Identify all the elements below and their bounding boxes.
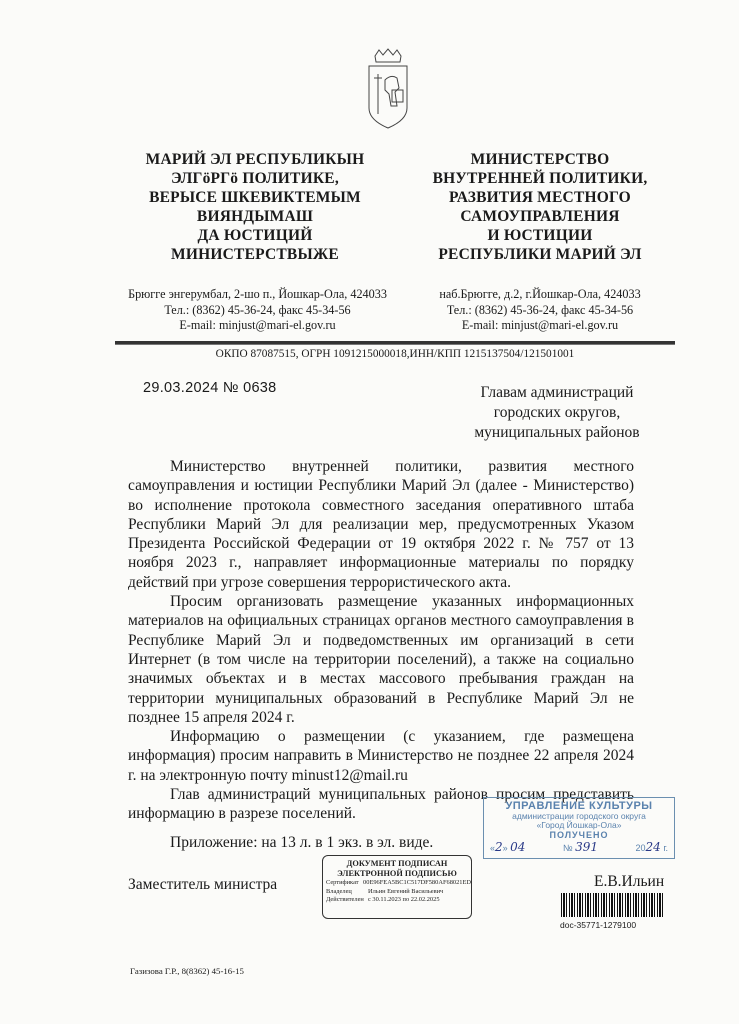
executor-contact: Газизова Г.Р., 8(8362) 45-16-15 (130, 966, 244, 976)
address-line: наб.Брюгге, д.2, г.Йошкар-Ола, 424033 (439, 287, 641, 301)
stamp-number-label: № (562, 843, 573, 853)
esig-key: Действителен (326, 896, 364, 903)
electronic-signature-stamp (322, 855, 472, 919)
stamp-year: 24 (645, 840, 661, 854)
signer-position: Заместитель министра (128, 876, 278, 893)
header-line: ВЕРЫСЕ ШКЕВИКТЕМЫМ (149, 189, 361, 206)
organization-requisites: ОКПО 87087515, ОГРН 1091215000018,ИНН/КПП 1215137504/121501001 (215, 348, 575, 360)
body-paragraph: Министерство внутренней политики, развития местного самоуправления и юстиции Республики Марий Эл (далее - Министерство) во исполнение протокола совместного заседания оперативного штаба Республики Марий Эл для реализации мер, предусмотренных Указом Президента Российской Федерации от 19 октября 2022 г. № 757 от 13 ноября 2023 г., направляет информационные материалы по порядку действий при угрозе совершения террористического акта. (128, 458, 634, 591)
esig-key: Владелец (326, 887, 352, 895)
esig-owner-row (323, 888, 471, 897)
body-paragraph: Просим организовать размещение указанных информационных материалов на официальных страницах органов местного самоуправления в Республике Марий Эл и подведомственных им организаций в сети Интернет (в том числе на территории поселений), а также на социально значимых объектах и в местах массового пребывания граждан на территории муниципальных образований в Республике Марий Эл не позднее 15 апреля 2024 г. (128, 593, 634, 726)
body-paragraph: Информацию о размещении (с указанием, где размещена информация) просим направить в Министерство не позднее 22 апреля 2024 г. на электронную почту minust12@mail.ru (128, 728, 634, 784)
address-mari (125, 287, 390, 334)
esig-value: Ильин Евгений Васильевич (368, 887, 444, 895)
header-line: ВИЯНДЫМАШ (196, 208, 314, 225)
header-line: И ЮСТИЦИИ (487, 227, 593, 244)
stamp-administration: администрации городского округа (512, 811, 646, 821)
address-line: Брюгге энгерумбал, 2-шо п., Йошкар-Ола, 424033 (128, 287, 387, 301)
address-russian (405, 287, 675, 334)
stamp-year-prefix: 20 (635, 843, 646, 853)
esig-certificate-row (323, 879, 471, 888)
phone-line: Тел.: (8362) 45-36-24, факс 45-34-56 (164, 302, 351, 317)
annex-note: Приложение: на 13 л. в 1 экз. в эл. виде. (170, 834, 434, 851)
stamp-month: 04 (510, 840, 526, 854)
esig-validity-row (323, 896, 471, 905)
phone-line: Тел.: (8362) 45-36-24, факс 45-34-56 (446, 302, 634, 317)
esig-title-line: ДОКУМЕНТ ПОДПИСАН (346, 859, 448, 868)
esig-key: Сертификат (326, 879, 359, 886)
stamp-day: 2 (495, 840, 503, 854)
email-line: E-mail: minjust@mari-el.gov.ru (179, 318, 336, 332)
header-line: МИНИСТЕРСТВЫЖЕ (171, 246, 339, 263)
signer-name: Е.В.Ильин (594, 873, 665, 890)
stamp-city: «Город Йошкар-Ола» (536, 820, 622, 830)
body-paragraph: Глав администраций муниципальных районов просим представить информацию в разрезе поселений. (128, 786, 634, 823)
stamp-received-label: ПОЛУЧЕНО (549, 830, 609, 840)
addressee-line: Главам администраций (480, 384, 634, 401)
header-line: МИНИСТЕРСТВО (470, 151, 610, 168)
stamp-date-row: «2» 04 № 391 2024 г. (490, 840, 668, 854)
header-line: ДА ЮСТИЦИЙ (197, 227, 313, 244)
addressee-line: муниципальных районов (474, 424, 640, 441)
esig-value: с 30.11.2023 по 22.02.2025 (368, 896, 440, 903)
header-divider (115, 341, 675, 345)
email-line: E-mail: minjust@mari-el.gov.ru (461, 318, 619, 332)
coat-of-arms-icon (365, 48, 411, 130)
header-title-mari (128, 150, 382, 264)
header-line: ВНУТРЕННЕЙ ПОЛИТИКИ, (432, 170, 648, 187)
esig-title (323, 859, 471, 879)
registration-date-number: 29.03.2024 № 0638 (143, 380, 277, 396)
stamp-number: 391 (575, 840, 599, 854)
barcode-label: doc-35771-1279100 (560, 920, 637, 930)
addressee-line: городских округов, (493, 404, 621, 421)
stamp-year-end: г. (663, 843, 668, 853)
header-line: МАРИЙ ЭЛ РЕСПУБЛИКЫН (145, 151, 365, 168)
header-title-russian (412, 150, 668, 264)
received-stamp (483, 797, 675, 859)
header-line: ЭЛГӧРГӧ ПОЛИТИКЕ, (171, 170, 339, 187)
addressee-block (462, 383, 652, 443)
header-line: РАЗВИТИЯ МЕСТНОГО (449, 189, 631, 206)
header-line: САМОУПРАВЛЕНИЯ (460, 208, 620, 225)
letter-body (128, 457, 634, 824)
stamp-department: УПРАВЛЕНИЕ КУЛЬТУРЫ (505, 800, 653, 812)
esig-value: 00E96FEA5BC1C517DF580AF68021ED (363, 879, 471, 886)
esig-title-line: ЭЛЕКТРОННОЙ ПОДПИСЬЮ (337, 869, 457, 878)
header-line: РЕСПУБЛИКИ МАРИЙ ЭЛ (438, 246, 642, 263)
barcode-icon (561, 893, 665, 917)
